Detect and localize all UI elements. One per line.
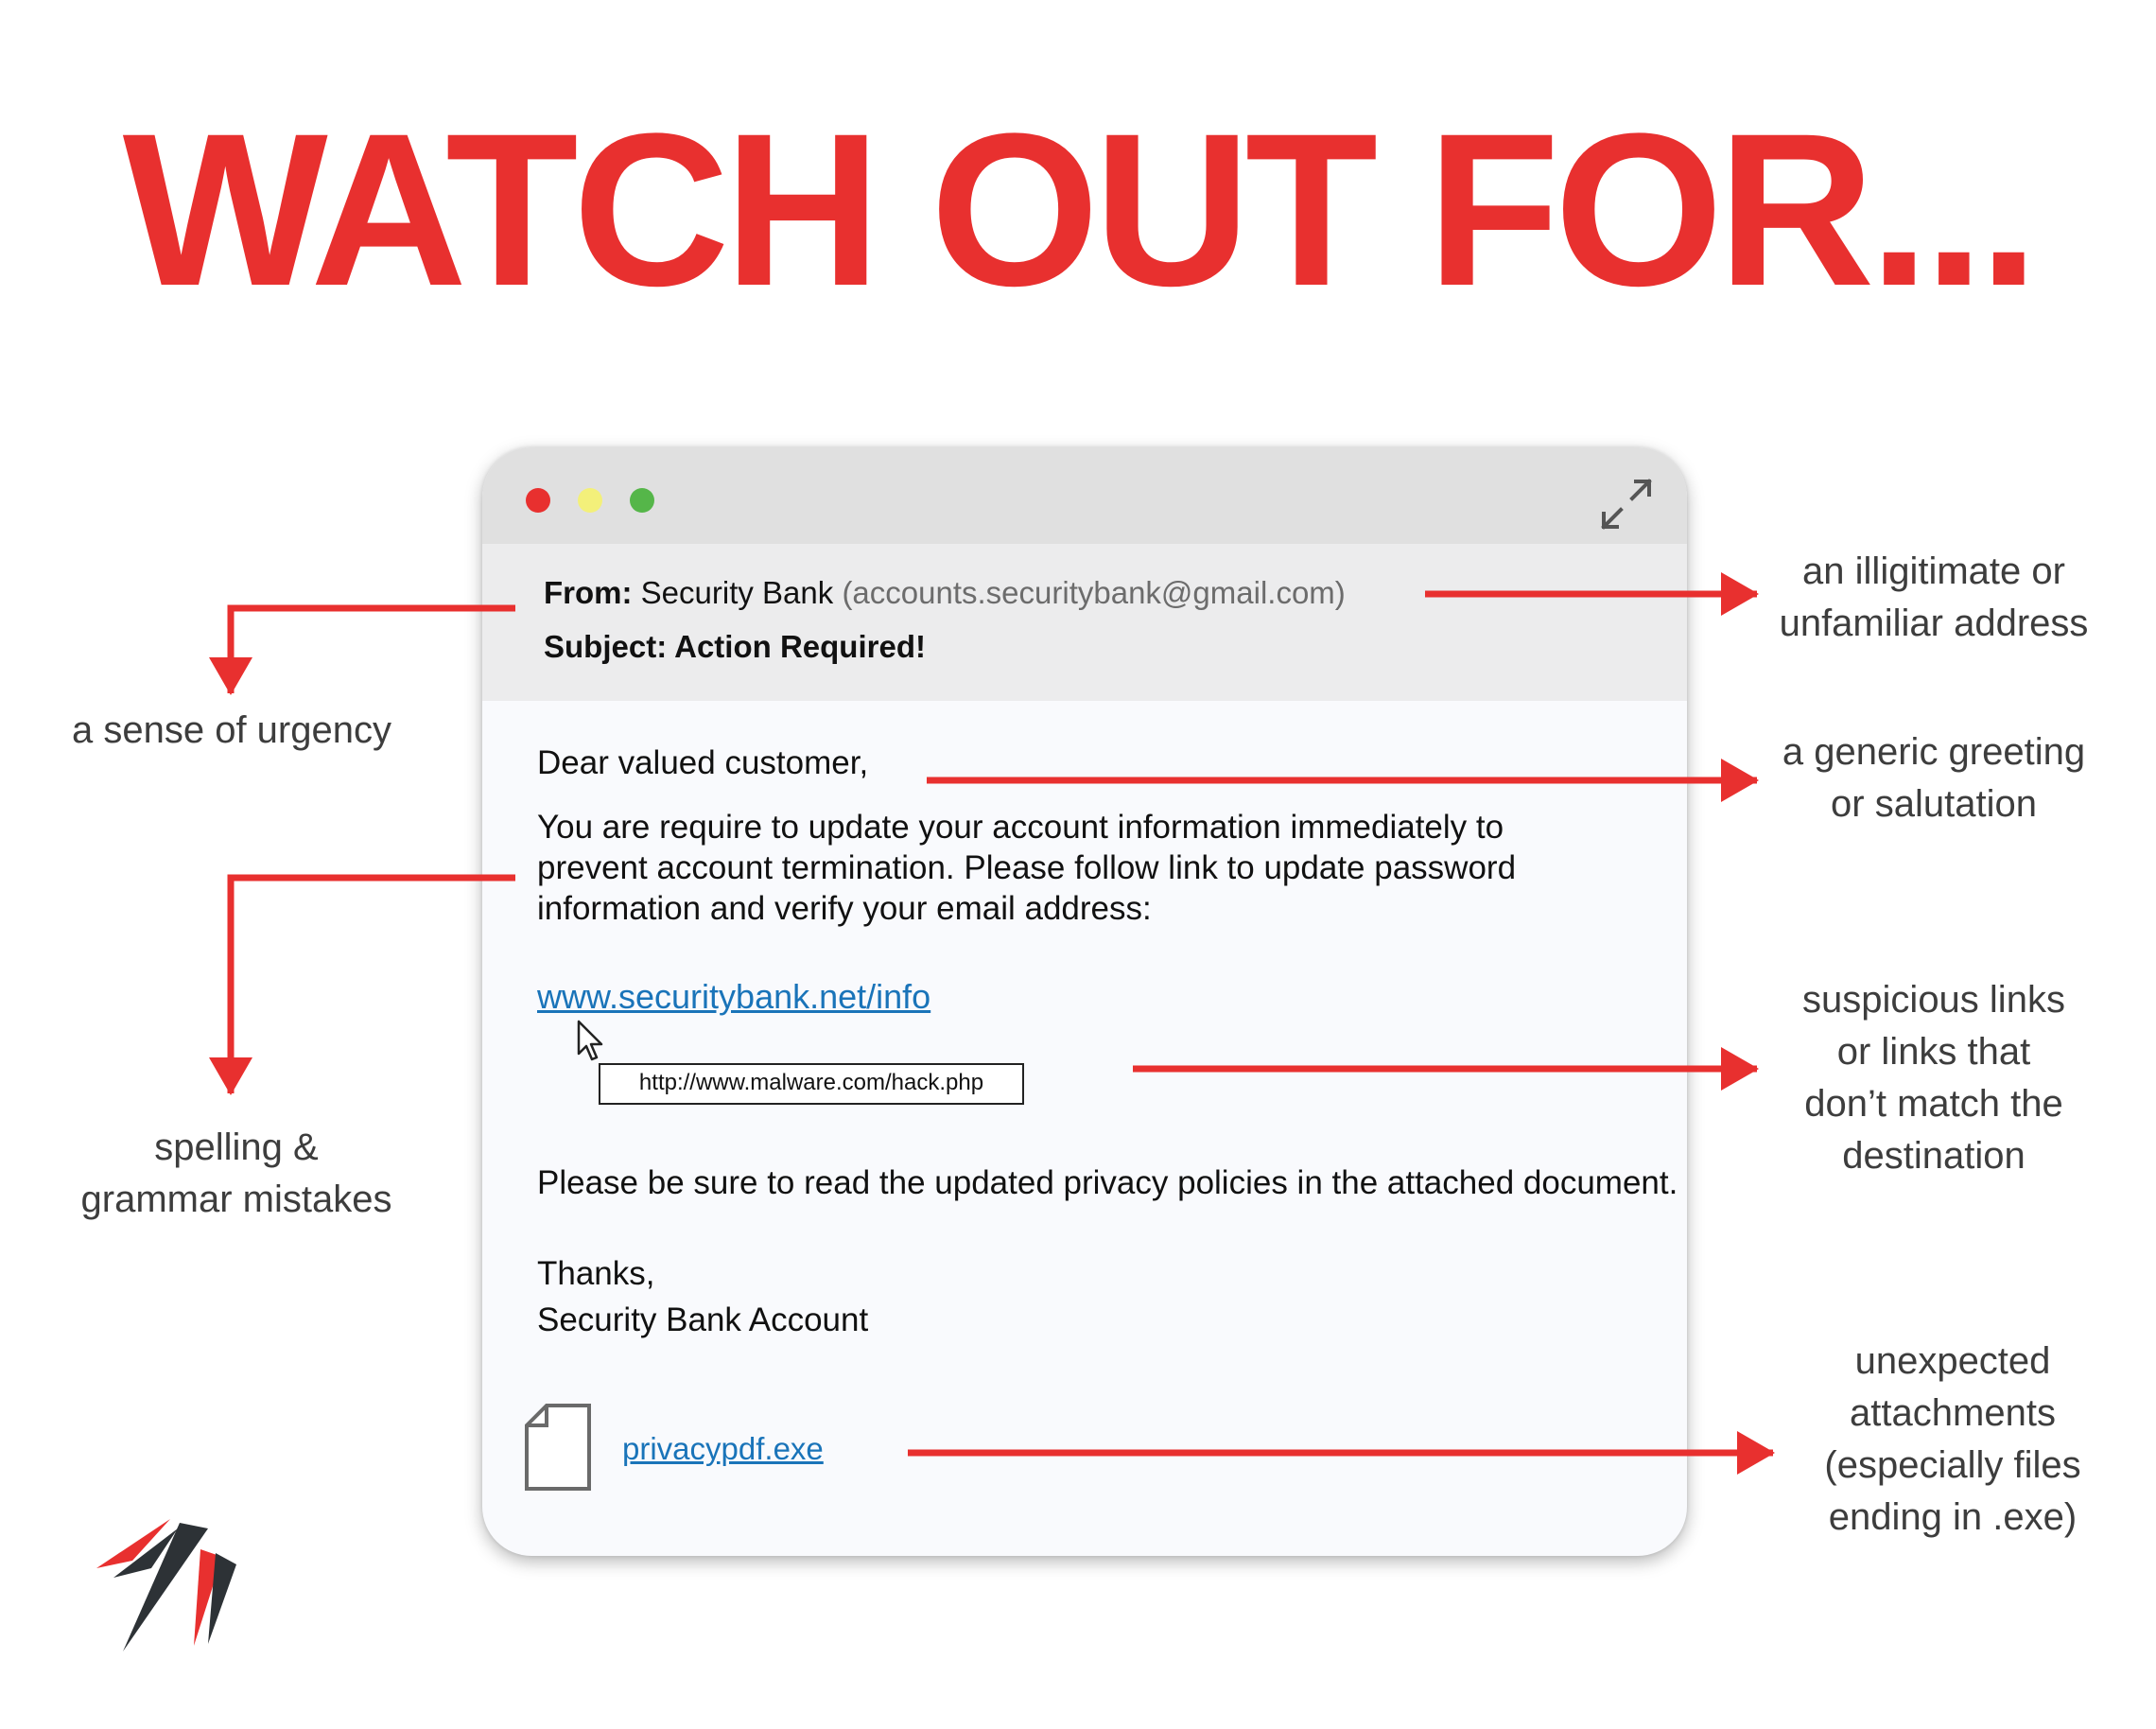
annotation-urgency: a sense of urgency (72, 709, 391, 751)
expand-arrows-icon[interactable] (1594, 472, 1659, 536)
spelling-arrow (231, 878, 515, 1093)
headline: WATCH OUT FOR... (122, 88, 2034, 331)
minimize-window-button[interactable] (578, 488, 602, 513)
annotation-attachments (1778, 1336, 2128, 1544)
window-titlebar (482, 447, 1687, 544)
annotation-line: ending in .exe) (1828, 1496, 2078, 1538)
from-line (544, 575, 1346, 611)
annotation-line: grammar mistakes (80, 1179, 392, 1220)
annotation-line: or links that (1836, 1031, 2031, 1073)
signoff: Thanks, (537, 1255, 655, 1292)
annotation-links (1759, 974, 2109, 1182)
body-paragraph (537, 807, 1516, 929)
urgency-arrow (231, 608, 515, 693)
document-icon[interactable] (524, 1403, 592, 1492)
greeting: Dear valued customer, (537, 744, 869, 781)
mouse-cursor-icon (577, 1020, 605, 1063)
annotation-line: or salutation (1831, 783, 2037, 825)
sender-address: (accounts.securitybank@gmail.com) (842, 575, 1346, 610)
link-hover-tooltip: http://www.malware.com/hack.php (599, 1063, 1024, 1105)
body-line: prevent account termination. Please follow link to update password (537, 849, 1517, 886)
annotation-line: a generic greeting (1782, 731, 2086, 773)
annotation-line: suspicious links (1802, 979, 2065, 1021)
subject-line: Subject: Action Required! (544, 629, 926, 664)
annotation-line: (especially files (1824, 1444, 2081, 1486)
attachment-link[interactable]: privacypdf.exe (622, 1431, 824, 1466)
annotation-spelling (47, 1122, 426, 1226)
email-header (482, 544, 1687, 701)
body-line: information and verify your email address: (537, 890, 1152, 927)
annotation-line: unexpected (1854, 1340, 2051, 1382)
email-window (482, 447, 1687, 1556)
body-line: You are require to update your account information immediately to (537, 809, 1504, 846)
annotation-line: an illigitimate or (1802, 550, 2065, 592)
annotation-line: don’t match the (1804, 1083, 2063, 1125)
privacy-note: Please be sure to read the updated privacy policies in the attached document. (537, 1164, 1678, 1201)
annotation-line: unfamiliar address (1779, 603, 2089, 644)
suspicious-link[interactable]: www.securitybank.net/info (537, 977, 931, 1016)
annotation-line: destination (1842, 1135, 2026, 1177)
annotation-line: attachments (1850, 1392, 2056, 1434)
sender-name: Security Bank (632, 575, 843, 610)
zoom-window-button[interactable] (630, 488, 654, 513)
annotation-address (1759, 546, 2109, 650)
annotation-line: spelling & (154, 1126, 319, 1168)
annotation-greeting (1759, 726, 2109, 830)
from-label: From: (544, 575, 633, 610)
brand-logo (95, 1511, 246, 1653)
signature: Security Bank Account (537, 1301, 869, 1338)
close-window-button[interactable] (526, 488, 550, 513)
